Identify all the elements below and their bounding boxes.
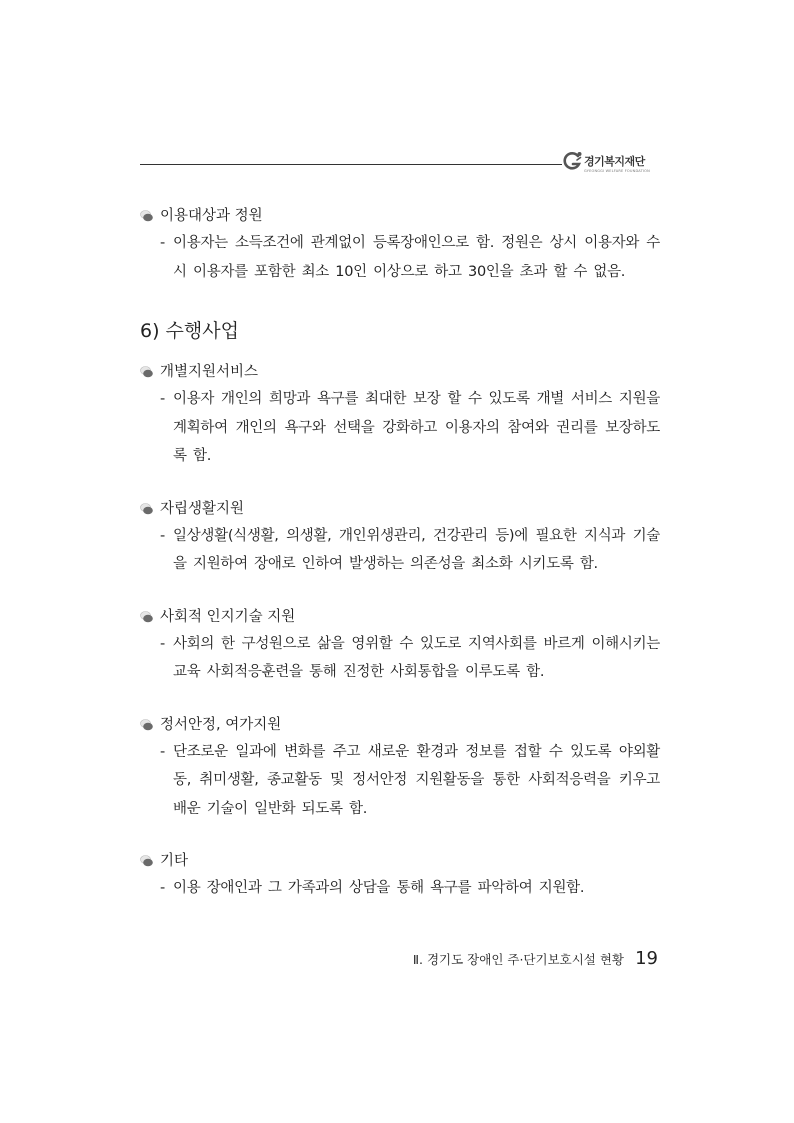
logo-subtitle: GYEONGGI WELFARE FOUNDATION [584,169,650,173]
item-description [140,874,660,903]
item-description [140,229,660,286]
list-item-individual-support [140,359,660,471]
item-description [140,385,660,471]
spacer [140,687,660,712]
spacer [140,286,660,316]
foundation-logo-icon [562,150,584,172]
item-text: 사회의 한 구성원으로 삶을 영위할 수 있도로 지역사회를 바르게 이해시키는 교육 사회적응훈련을 통해 진정한 사회통합을 이루도록 함. [173,635,660,680]
dash-marker: - [160,235,165,251]
page-number: 19 [635,948,658,969]
bullet-icon [140,503,154,515]
item-title: 개별지원서비스 [160,364,259,380]
item-description [140,522,660,579]
item-description [140,738,660,824]
list-item-independent-living [140,496,660,579]
bullet-icon [140,210,154,222]
list-item-eligibility [140,203,660,286]
bullet-icon [140,719,154,731]
item-text: 일상생활(식생활, 의생활, 개인위생관리, 건강관리 등)에 필요한 지식과 기술을 지원하여 장애로 인하여 발생하는 의존성을 최소화 시키도록 함. [173,527,660,572]
item-title: 사회적 인지기술 지원 [160,608,296,625]
item-heading [140,496,660,522]
footer-chapter: Ⅱ. 경기도 장애인 주·단기보호시설 현황 [412,952,624,967]
list-item-emotional-leisure [140,712,660,824]
list-item-other [140,848,660,903]
dash-marker: - [160,527,165,544]
item-description [140,630,660,687]
item-text: 이용자 개인의 희망과 욕구를 최대한 보장 할 수 있도록 개별 서비스 지원을 계획하여 개인의 욕구와 선택을 강화하고 이용자의 참여와 권리를 보장하도록 함. [173,391,660,464]
spacer [140,579,660,604]
bullet-icon [140,611,154,623]
item-text: 이용 장애인과 그 가족과의 상담을 통해 욕구를 파악하여 지원함. [173,880,585,896]
bullet-icon [140,366,154,378]
list-item-social-cognition [140,604,660,687]
document-body [140,203,660,903]
item-heading [140,203,660,229]
spacer [140,823,660,848]
page-footer [413,948,658,969]
foundation-logo [562,148,662,178]
item-heading [140,359,660,385]
dash-marker: - [160,391,165,407]
item-heading [140,848,660,874]
header-rule [140,164,562,165]
item-heading [140,712,660,738]
item-title: 이용대상과 정원 [160,208,263,224]
bullet-icon [140,855,154,867]
dash-marker: - [160,880,165,896]
item-text: 이용자는 소득조건에 관계없이 등록장애인으로 함. 정원은 상시 이용자와 수시 이용자를 포함한 최소 10인 이상으로 하고 30인을 초과 할 수 없음. [173,235,660,280]
spacer [140,346,660,359]
logo-name: 경기복지재단 [584,155,645,168]
item-title: 정서안정, 여가지원 [160,716,282,733]
item-title: 자립생활지원 [160,500,245,517]
dash-marker: - [160,635,165,652]
spacer [140,471,660,496]
item-title: 기타 [160,853,189,869]
item-text: 단조로운 일과에 변화를 주고 새로운 환경과 정보를 접할 수 있도록 야외활동, 취미생활, 종교활동 및 정서안정 지원활동을 통한 사회적응력을 키우고 배운 기술이 일반화 되도록 함. [173,743,660,817]
dash-marker: - [160,743,165,760]
item-heading [140,604,660,630]
section-title: 6) 수행사업 [140,320,239,342]
